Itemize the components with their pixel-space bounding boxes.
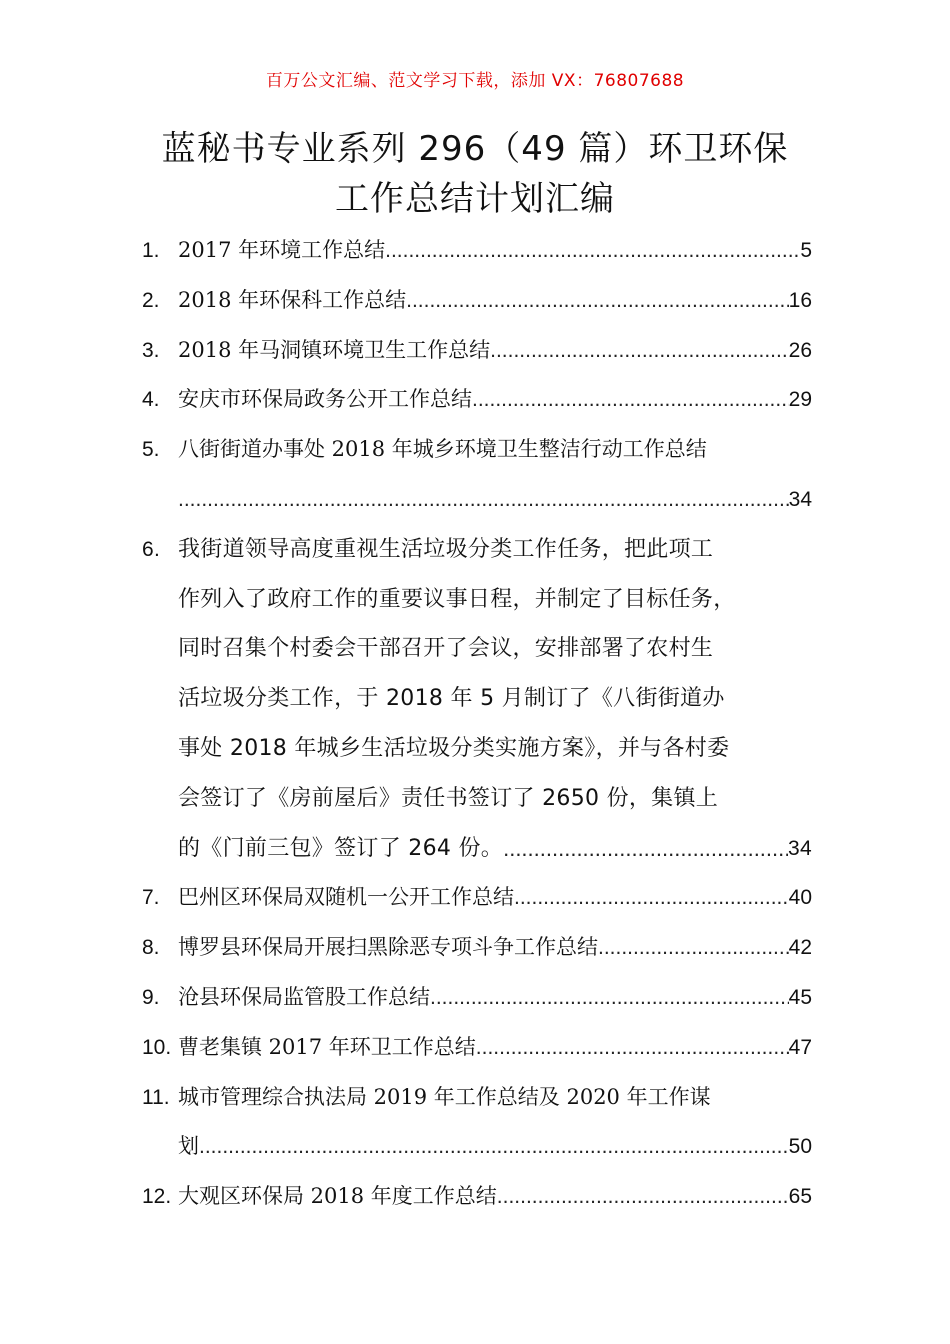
- toc-title-line: 的《门前三包》签订了 264 份。: [178, 835, 504, 861]
- toc-page-number: 16: [788, 288, 812, 312]
- toc-title-line: 我街道领导高度重视生活垃圾分类工作任务，把此项工: [178, 536, 714, 562]
- toc-page-number: 26: [788, 338, 812, 362]
- toc-title-line: 事处 2018 年城乡生活垃圾分类实施方案》，并与各村委: [178, 735, 730, 761]
- toc-title: 博罗县环保局开展扫黑除恶专项斗争工作总结: [178, 935, 598, 960]
- toc-title-line: 同时召集个村委会干部召开了会议，安排部署了农村生: [178, 636, 714, 662]
- toc-page-number: 45: [788, 985, 812, 1009]
- toc-title: 巴州区环保局双随机一公开工作总结: [178, 885, 514, 910]
- toc-number: 9.: [142, 985, 160, 1009]
- toc-entry-2[interactable]: [142, 276, 812, 326]
- toc-number: 8.: [142, 936, 160, 960]
- toc-title: 城市管理综合执法局 2019 年工作总结及 2020 年工作谋: [178, 1084, 711, 1109]
- toc-leader-dots: [472, 375, 789, 425]
- toc-title: 八街街道办事处 2018 年城乡环境卫生整洁行动工作总结: [178, 437, 707, 462]
- toc-number: 6.: [142, 537, 161, 561]
- toc-page-number: 34: [788, 487, 812, 511]
- toc-number: 5.: [142, 438, 160, 462]
- toc-title-line: 活垃圾分类工作，于 2018 年 5 月制订了《八街街道办: [178, 686, 725, 712]
- toc-entry-10[interactable]: [142, 1023, 812, 1073]
- toc-title: 2017 年环境工作总结: [178, 238, 386, 262]
- toc-page-number: 47: [788, 1035, 812, 1059]
- toc-entry-8[interactable]: [142, 923, 812, 973]
- toc-number: 11.: [142, 1085, 170, 1109]
- toc-entry-4[interactable]: [142, 375, 812, 425]
- toc-entry-1[interactable]: [142, 226, 812, 276]
- toc-leader-dots: [514, 873, 789, 923]
- table-of-contents: [142, 226, 812, 1222]
- toc-page-number: 5: [800, 239, 812, 262]
- toc-number: 4.: [142, 388, 160, 412]
- toc-page-number: 50: [788, 1135, 812, 1159]
- toc-title: 曹老集镇 2017 年环卫工作总结: [178, 1034, 476, 1059]
- toc-leader-dots: [199, 1122, 789, 1172]
- toc-title-line: 会签订了《房前屋后》责任书签订了 2650 份，集镇上: [178, 785, 719, 811]
- toc-entry-6[interactable]: [142, 525, 812, 874]
- toc-leader-dots: [490, 326, 789, 376]
- toc-entry-3[interactable]: [142, 326, 812, 376]
- toc-leader-dots: [430, 973, 789, 1023]
- toc-leader-dots: [406, 276, 789, 326]
- title-line-2: 工作总结计划汇编: [335, 179, 615, 219]
- toc-page-number: 42: [788, 936, 812, 960]
- toc-number: 7.: [142, 886, 160, 910]
- toc-page-number: 65: [788, 1185, 812, 1209]
- toc-title-line: 作列入了政府工作的重要议事日程，并制定了目标任务，: [178, 586, 736, 612]
- toc-number: 10.: [142, 1035, 172, 1059]
- toc-entry-12[interactable]: [142, 1172, 812, 1222]
- toc-entry-5[interactable]: [142, 425, 812, 525]
- toc-title: 安庆市环保局政务公开工作总结: [178, 387, 472, 412]
- toc-leader-dots: [503, 824, 788, 874]
- header-note: 百万公文汇编、范文学习下载，添加 VX：76807688: [265, 71, 685, 91]
- toc-number: 1.: [142, 239, 160, 262]
- document-title: [100, 124, 850, 224]
- toc-leader-dots: [476, 1023, 789, 1073]
- toc-number: 12.: [142, 1185, 172, 1209]
- toc-leader-dots: [598, 923, 789, 973]
- toc-page-number: 34: [788, 836, 812, 860]
- toc-leader-dots: [497, 1172, 789, 1222]
- toc-title-continuation: 划: [178, 1134, 199, 1159]
- toc-entry-7[interactable]: [142, 873, 812, 923]
- toc-entry-9[interactable]: [142, 973, 812, 1023]
- title-line-1: 蓝秘书专业系列 296（49 篇）环卫环保: [161, 129, 789, 169]
- toc-entry-11[interactable]: [142, 1073, 812, 1173]
- toc-title: 大观区环保局 2018 年度工作总结: [178, 1184, 497, 1209]
- toc-leader-dots: [178, 475, 789, 525]
- toc-page-number: 29: [788, 388, 812, 412]
- toc-title: 2018 年环保科工作总结: [178, 287, 407, 312]
- toc-page-number: 40: [788, 886, 812, 910]
- toc-number: 3.: [142, 338, 160, 362]
- toc-number: 2.: [142, 288, 160, 312]
- toc-title: 2018 年马洞镇环境卫生工作总结: [178, 337, 491, 362]
- toc-title: 沧县环保局监管股工作总结: [178, 984, 430, 1009]
- toc-leader-dots: [385, 226, 800, 276]
